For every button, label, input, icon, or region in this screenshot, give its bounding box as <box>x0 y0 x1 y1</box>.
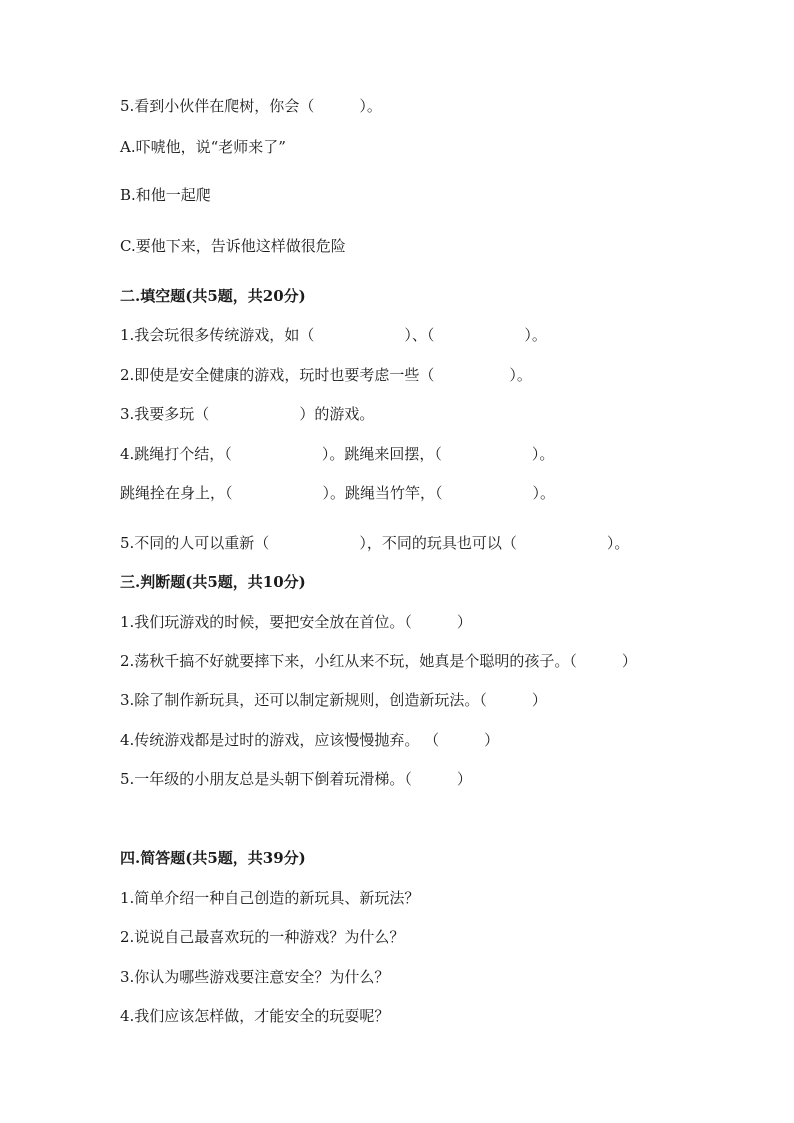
fill-question-1: 1.我会玩很多传统游戏，如（ ）、（ ）。 <box>120 326 547 344</box>
short-question-2: 2.说说自己最喜欢玩的一种游戏？为什么？ <box>120 928 405 946</box>
judge-question-1: 1.我们玩游戏的时候，要把安全放在首位。（ ） <box>120 613 472 631</box>
fill-question-5: 5.不同的人可以重新（ ），不同的玩具也可以（ ）。 <box>120 534 630 552</box>
short-question-3: 3.你认为哪些游戏要注意安全？为什么？ <box>120 968 390 986</box>
short-question-1: 1.简单介绍一种自己创造的新玩具、新玩法？ <box>120 889 420 907</box>
section-2-heading: 二.填空题(共5题，共20分) <box>120 287 306 305</box>
fill-question-3: 3.我要多玩（ ）的游戏。 <box>120 405 375 423</box>
option-a: A.吓唬他，说“老师来了” <box>120 138 286 156</box>
fill-question-4b: 跳绳拴在身上，（ ）。跳绳当竹竿，（ ）。 <box>120 484 556 502</box>
fill-question-2: 2.即使是安全健康的游戏，玩时也要考虑一些（ ）。 <box>120 366 532 384</box>
judge-question-4: 4.传统游戏都是过时的游戏，应该慢慢抛弃。 （ ） <box>120 731 500 749</box>
option-b: B.和他一起爬 <box>120 186 211 204</box>
fill-question-4a: 4.跳绳打个结，（ ）。跳绳来回摆，（ ）。 <box>120 445 555 463</box>
option-c: C.要他下来，告诉他这样做很危险 <box>120 237 346 255</box>
judge-question-3: 3.除了制作新玩具，还可以制定新规则，创造新玩法。（ ） <box>120 691 547 709</box>
short-question-4: 4.我们应该怎样做，才能安全的玩耍呢？ <box>120 1007 390 1025</box>
section-4-heading: 四.简答题(共5题，共39分) <box>120 849 306 867</box>
judge-question-5: 5.一年级的小朋友总是头朝下倒着玩滑梯。（ ） <box>120 770 472 788</box>
question-5-choice: 5.看到小伙伴在爬树，你会（ ）。 <box>120 97 382 115</box>
section-3-heading: 三.判断题(共5题，共10分) <box>120 573 306 591</box>
judge-question-2: 2.荡秋千搞不好就要摔下来，小红从来不玩，她真是个聪明的孩子。（ ） <box>120 652 637 670</box>
